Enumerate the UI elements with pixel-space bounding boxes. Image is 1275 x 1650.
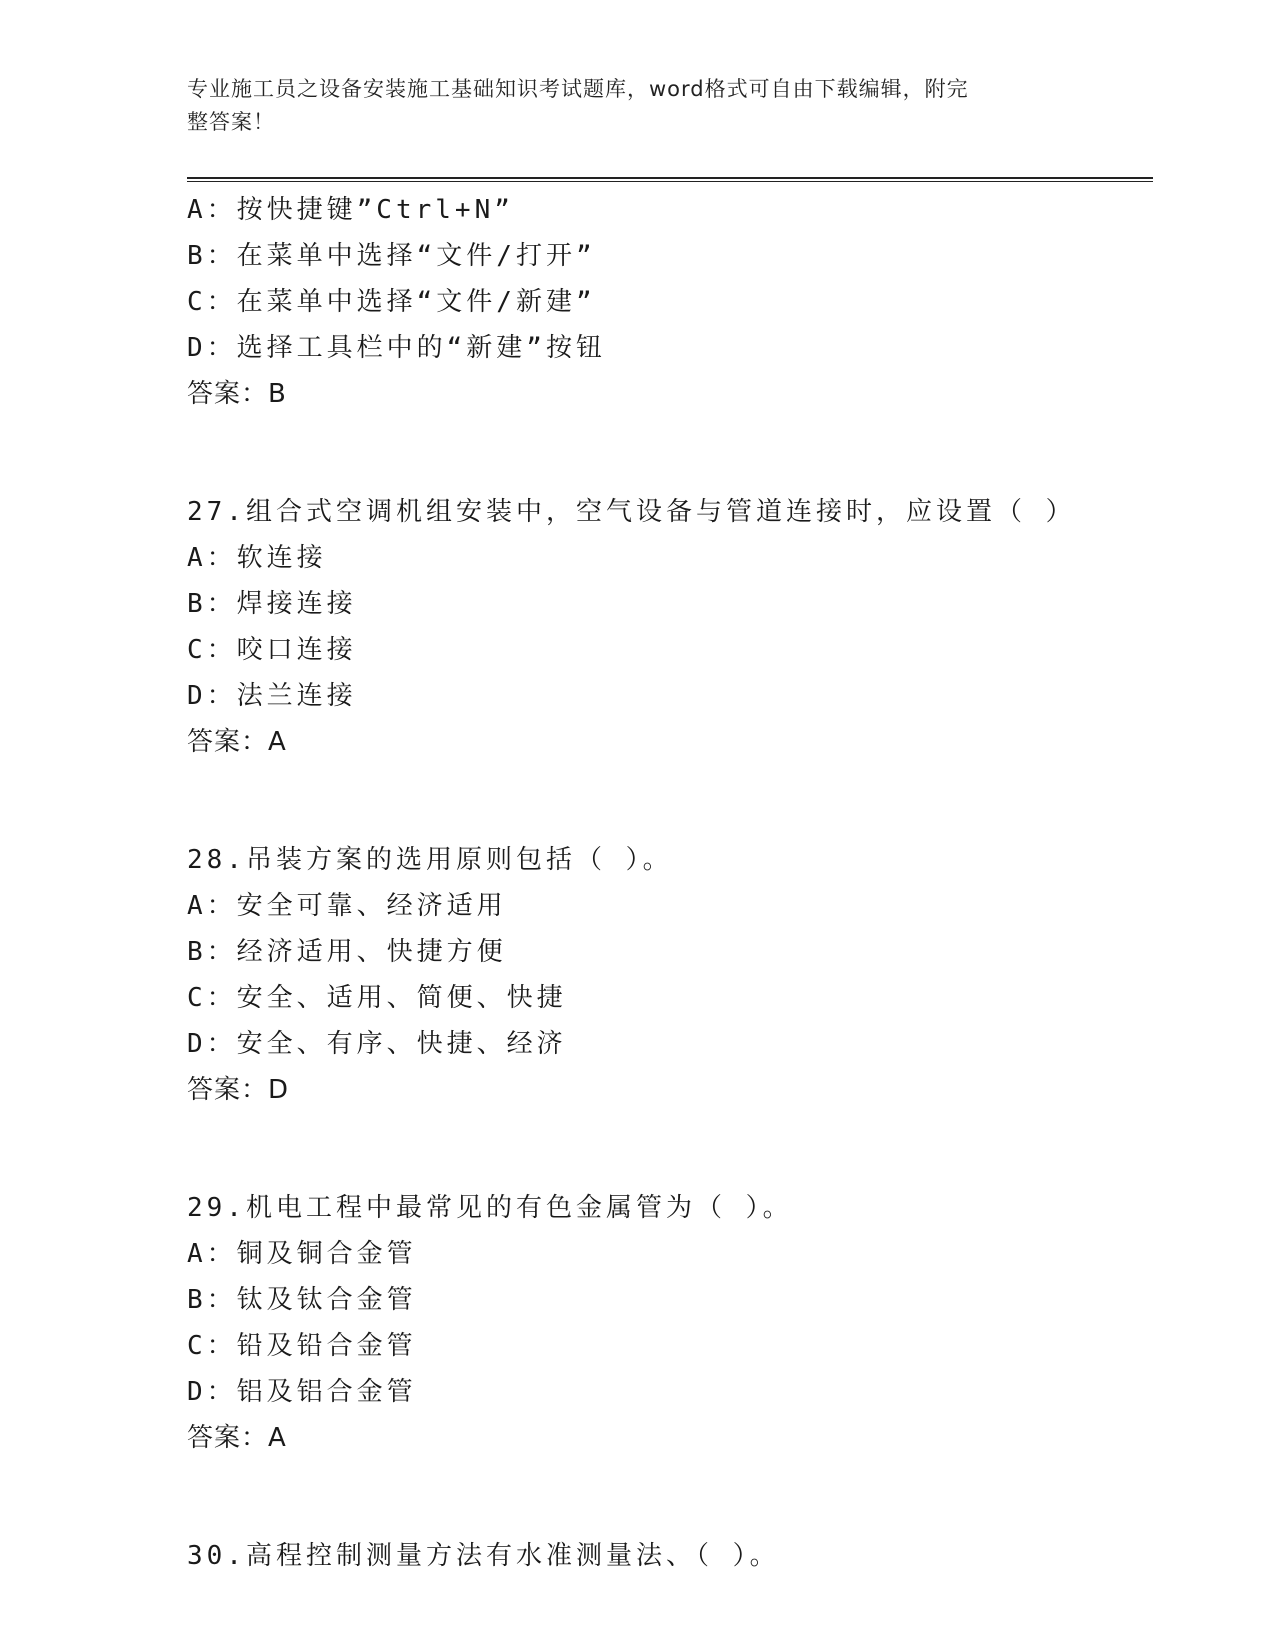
option-b: B：经济适用、快捷方便: [187, 937, 507, 967]
document-header: [187, 73, 1067, 139]
header-divider-thin: [187, 181, 1153, 182]
header-divider: [187, 177, 1153, 179]
question-27: [187, 489, 1167, 765]
option-b: B：焊接连接: [187, 589, 357, 619]
answer: 答案：B: [187, 379, 287, 409]
option-a: A：软连接: [187, 543, 327, 573]
header-line-1: 专业施工员之设备安装施工基础知识考试题库，word格式可自由下载编辑，附完: [187, 77, 969, 101]
option-c: C：在菜单中选择“文件/新建”: [187, 287, 596, 317]
option-c: C：咬口连接: [187, 635, 357, 665]
question-text: 30.高程控制测量方法有水准测量法、（ ）。: [187, 1541, 780, 1571]
option-d: D：安全、有序、快捷、经济: [187, 1029, 567, 1059]
option-c: C：铅及铅合金管: [187, 1331, 417, 1361]
question-text: 28.吊装方案的选用原则包括（ ）。: [187, 845, 673, 875]
answer: 答案：A: [187, 1423, 287, 1453]
header-line-2: 整答案！: [187, 110, 275, 134]
question-30: [187, 1533, 1167, 1579]
option-a: A：安全可靠、经济适用: [187, 891, 507, 921]
question-29: [187, 1185, 1167, 1461]
option-c: C：安全、适用、简便、快捷: [187, 983, 567, 1013]
option-a: A：铜及铜合金管: [187, 1239, 417, 1269]
question-text: 27.组合式空调机组安装中，空气设备与管道连接时，应设置（ ）: [187, 497, 1076, 527]
question-26: [187, 187, 1167, 417]
option-b: B：钛及钛合金管: [187, 1285, 417, 1315]
option-d: D：法兰连接: [187, 681, 357, 711]
option-d: D：选择工具栏中的“新建”按钮: [187, 333, 606, 363]
question-list: [187, 187, 1167, 1579]
answer: 答案：A: [187, 727, 287, 757]
option-b: B：在菜单中选择“文件/打开”: [187, 241, 596, 271]
option-d: D：铝及铝合金管: [187, 1377, 417, 1407]
option-a: A：按快捷键”Ctrl+N”: [187, 195, 514, 225]
answer: 答案：D: [187, 1075, 290, 1105]
question-28: [187, 837, 1167, 1113]
question-text: 29.机电工程中最常见的有色金属管为（ ）。: [187, 1193, 793, 1223]
